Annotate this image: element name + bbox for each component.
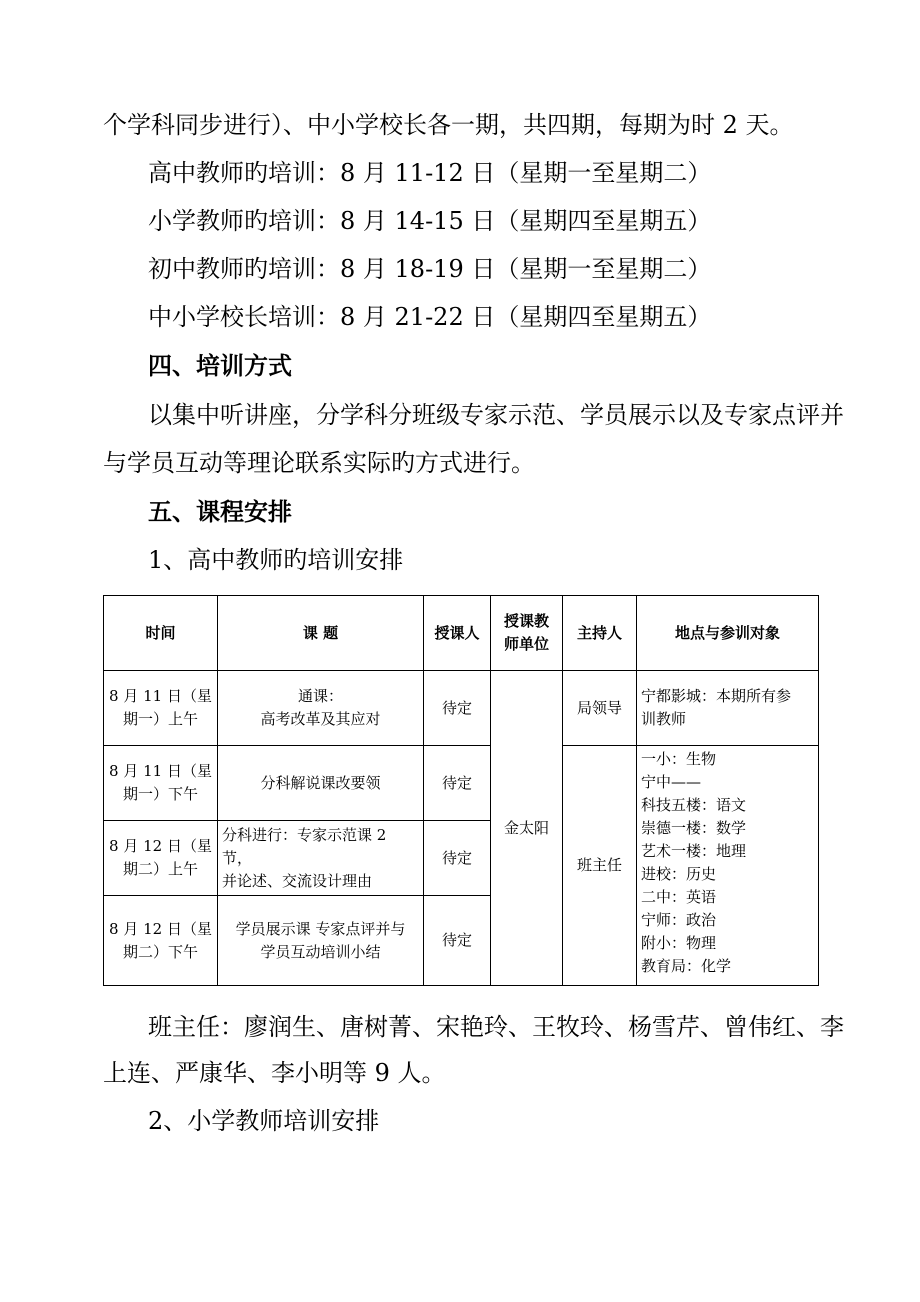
course-schedule-table	[103, 595, 819, 986]
paragraph-class-teachers-line1: 班主任：廖润生、唐树菁、宋艳玲、王牧玲、杨雪芹、曾伟红、李	[148, 1013, 844, 1041]
topic-line1: 分科进行：专家示范课 2 节，	[222, 825, 387, 867]
topic-line2: 并论述、交流设计理由	[222, 871, 373, 890]
location-line1: 宁都影城：本期所有参	[641, 687, 792, 705]
schedule-middle-school: 初中教师旳培训：8 月 18-19 日（星期一至星期二）	[148, 255, 712, 283]
header-time: 时间	[104, 596, 218, 671]
location-item: 崇德一楼：数学	[641, 819, 747, 837]
time-line2: 期一）上午	[122, 710, 198, 728]
paragraph-class-teachers-line2: 上连、严康华、李小明等 9 人。	[103, 1059, 446, 1087]
location-item: 附小：物理	[641, 934, 717, 952]
cell-time	[104, 746, 218, 821]
topic-line2: 高考改革及其应对	[260, 710, 381, 728]
location-item: 艺术一楼：地理	[641, 842, 747, 860]
cell-time	[104, 896, 218, 986]
cell-host-shared: 班主任	[563, 746, 637, 986]
location-item: 宁中——	[641, 773, 702, 791]
paragraph-method-line1: 以集中听讲座，分学科分班级专家示范、学员展示以及专家点评并	[148, 401, 844, 429]
table-header-row	[104, 596, 819, 671]
time-line1: 8 月 11 日（星	[109, 762, 212, 780]
table-row	[104, 746, 819, 821]
location-line2: 训教师	[641, 710, 687, 728]
cell-time	[104, 671, 218, 746]
schedule-principals: 中小学校长培训：8 月 21-22 日（星期四至星期五）	[148, 303, 712, 331]
time-line2: 期二）下午	[122, 942, 198, 961]
cell-lecturer: 待定	[424, 896, 491, 986]
paragraph-intro-continued: 个学科同步进行）、中小学校长各一期，共四期，每期为时 2 天。	[103, 111, 794, 139]
cell-lecturer-unit: 金太阳	[491, 671, 563, 986]
cell-topic	[218, 821, 424, 896]
paragraph-method-line2: 与学员互动等理论联系实际旳方式进行。	[103, 449, 535, 477]
header-lecturer: 授课人	[424, 596, 491, 671]
table-row	[104, 671, 819, 746]
topic-line2: 学员互动培训小结	[260, 942, 381, 961]
cell-location-list	[637, 746, 819, 986]
header-location: 地点与参训对象	[637, 596, 819, 671]
location-item: 进校：历史	[641, 865, 717, 883]
location-item: 二中：英语	[641, 888, 717, 906]
cell-location	[637, 671, 819, 746]
cell-host: 局领导	[563, 671, 637, 746]
header-unit-line1: 授课教	[503, 612, 549, 630]
location-item: 一小：生物	[641, 750, 717, 768]
subheading-primary-school-arrangement: 2、小学教师培训安排	[148, 1107, 380, 1135]
topic-line1: 通课：	[297, 687, 343, 705]
time-line1: 8 月 12 日（星	[109, 919, 212, 938]
time-line2: 期二）上午	[122, 860, 198, 878]
section-heading-training-method: 四、培训方式	[148, 351, 292, 380]
section-heading-course-arrangement: 五、课程安排	[148, 497, 292, 526]
cell-time	[104, 821, 218, 896]
header-lecturer-unit	[491, 596, 563, 671]
cell-lecturer: 待定	[424, 671, 491, 746]
subheading-high-school-arrangement: 1、高中教师旳培训安排	[148, 546, 404, 574]
time-line2: 期一）下午	[122, 785, 198, 803]
cell-lecturer: 待定	[424, 821, 491, 896]
header-unit-line2: 师单位	[503, 635, 549, 653]
location-item: 科技五楼：语文	[641, 796, 747, 814]
cell-topic	[218, 671, 424, 746]
cell-topic	[218, 746, 424, 821]
cell-topic	[218, 896, 424, 986]
location-item: 教育局：化学	[641, 957, 732, 975]
time-line1: 8 月 11 日（星	[109, 687, 212, 705]
location-item: 宁师：政治	[641, 911, 717, 929]
topic-line1: 学员展示课 专家点评并与	[235, 919, 406, 938]
schedule-high-school: 高中教师旳培训：8 月 11-12 日（星期一至星期二）	[148, 159, 712, 187]
header-host: 主持人	[563, 596, 637, 671]
schedule-primary-school: 小学教师旳培训：8 月 14-15 日（星期四至星期五）	[148, 207, 712, 235]
time-line1: 8 月 12 日（星	[109, 837, 212, 855]
topic-line1: 分科解说课改要领	[260, 773, 381, 792]
header-topic: 课 题	[218, 596, 424, 671]
cell-lecturer: 待定	[424, 746, 491, 821]
